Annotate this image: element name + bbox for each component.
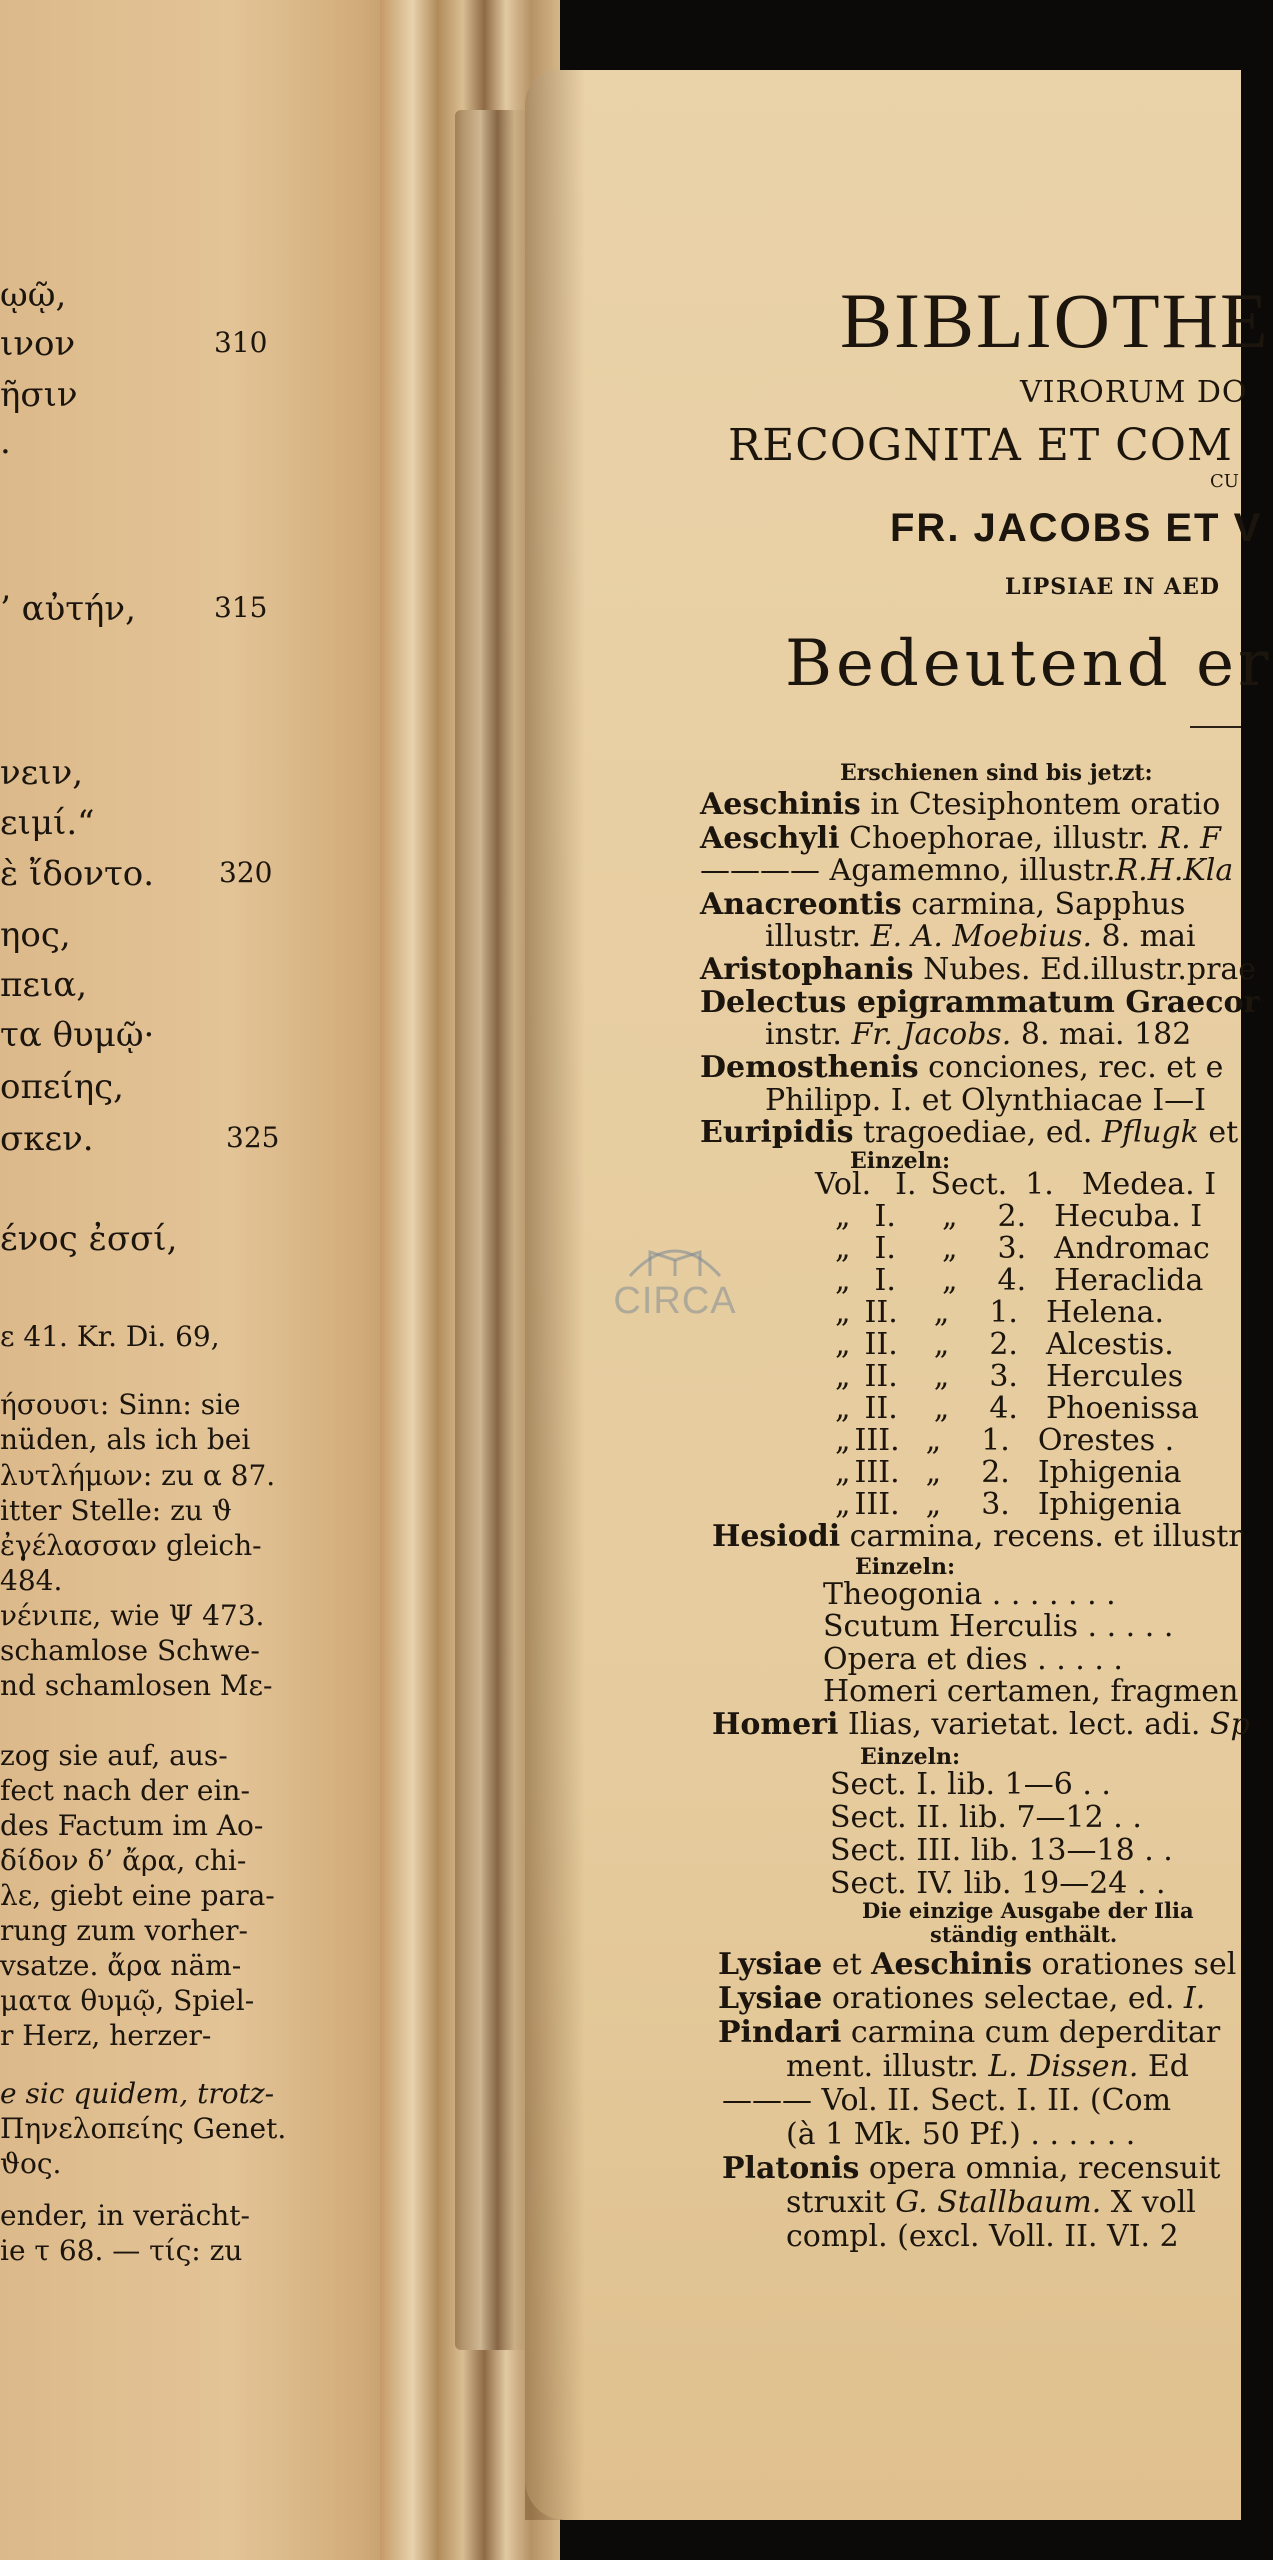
verse-line: ηος, — [0, 915, 71, 955]
sub-entry: Scutum Herculis . . . . . — [823, 1609, 1174, 1644]
catalog-entry: Aeschyli Choephorae, illustr. R. F — [700, 821, 1221, 856]
series-subtitle-2: RECOGNITA ET COM — [728, 420, 1233, 471]
catalog-entry: Hesiodi carmina, recens. et illustr — [712, 1519, 1243, 1554]
line-number: 315 — [214, 591, 268, 624]
sub-entry: Sect. III. lib. 13—18 . . — [830, 1833, 1173, 1868]
verse-line: ένος ἐσσί, — [0, 1219, 178, 1259]
catalog-entry: compl. (excl. Voll. II. VI. 2 — [786, 2219, 1179, 2254]
note-line: r Herz, herzer- — [0, 2019, 212, 2052]
catalog-entry: illustr. E. A. Moebius. 8. mai — [765, 919, 1196, 954]
table-row: „ III. „ 1. Orestes . — [835, 1423, 1175, 1458]
series-subtitle-3: CU — [1210, 471, 1239, 492]
verse-line: οπείης, — [0, 1067, 124, 1107]
verse-line: ὲ ἴδοντο. — [0, 854, 155, 894]
circa-watermark — [600, 1230, 750, 1340]
note-line: λε, giebt eine para- — [0, 1879, 275, 1912]
verse-line: πεια, — [0, 965, 88, 1005]
note-line: ϑος. — [0, 2147, 62, 2180]
note-line: e sic quidem, trotz- — [0, 2077, 275, 2110]
book-icon — [620, 1230, 730, 1280]
einzeln-label: Einzeln: — [860, 1744, 961, 1770]
catalog-entry: struxit G. Stallbaum. X voll — [786, 2185, 1196, 2220]
note-line: fect nach der ein- — [0, 1774, 250, 1807]
publisher-place: LIPSIAE IN AED — [1005, 574, 1220, 600]
catalog-entry: Aristophanis Nubes. Ed.illustr.prae — [700, 952, 1257, 987]
table-row: „ II. „ 4. Phoenissa — [835, 1391, 1199, 1426]
verse-line: ῆσιν — [0, 375, 78, 415]
table-row: „ II. „ 2. Alcestis. — [835, 1327, 1174, 1362]
series-title: BIBLIOTHE — [840, 277, 1270, 364]
note-line: nüden, als ich bei — [0, 1423, 251, 1456]
verse-line: ῳῷ, — [0, 275, 67, 315]
series-subtitle-1: VIRORUM DO — [1020, 375, 1248, 410]
verse-line: ’ αὐτήν, — [0, 589, 136, 629]
header-rule — [1190, 726, 1241, 728]
table-row: „ III. „ 3. Iphigenia — [835, 1487, 1182, 1522]
catalog-entry: ———— Agamemno, illustr.R.H.Kla — [700, 853, 1234, 888]
einzeln-label: Einzeln: — [850, 1148, 951, 1174]
table-row: „ I. „ 4. Heraclida — [835, 1263, 1204, 1298]
note-line: ender, in verächt- — [0, 2199, 250, 2232]
catalog-entry: (à 1 Mk. 50 Pf.) . . . . . . — [786, 2117, 1136, 2152]
note-line: λυτλήμων: zu α 87. — [0, 1459, 276, 1492]
catalog-entry: Philipp. I. et Olynthiacae I—I — [765, 1083, 1207, 1118]
table-row: „ III. „ 2. Iphigenia — [835, 1455, 1182, 1490]
note-line: ματα θυμῷ, Spiel- — [0, 1984, 255, 2017]
homer-note: ständig enthält. — [930, 1922, 1118, 1947]
verse-line: νειν, — [0, 753, 84, 793]
catalog-entry: Delectus epigrammatum Graecor — [700, 985, 1260, 1020]
note-line: nd schamlosen Με- — [0, 1669, 273, 1702]
note-line: vsatze. ἄρα näm- — [0, 1949, 242, 1982]
note-line: ἐγέλασσαν gleich- — [0, 1529, 262, 1562]
note-line: ie τ 68. — τίς: zu — [0, 2234, 243, 2267]
catalog-entry: instr. Fr. Jacobs. 8. mai. 182 — [765, 1017, 1192, 1052]
sub-entry: Opera et dies . . . . . — [823, 1642, 1123, 1677]
catalog-entry: Demosthenis conciones, rec. et e — [700, 1050, 1224, 1085]
catalog-entry: Lysiae et Aeschinis orationes sel — [718, 1947, 1237, 1982]
sub-entry: Sect. I. lib. 1—6 . . — [830, 1767, 1111, 1802]
table-row: „ II. „ 3. Hercules — [835, 1359, 1184, 1394]
table-row: „ II. „ 1. Helena. — [835, 1295, 1164, 1330]
gutter-shadow — [525, 70, 585, 2520]
verse-line: ινον — [0, 324, 76, 364]
catalog-entry: Homeri Ilias, varietat. lect. adi. Sp — [712, 1707, 1250, 1742]
verse-line: . — [0, 422, 11, 462]
note-line: νένιπε, wie Ψ 473. — [0, 1599, 265, 1632]
editors: FR. JACOBS ET V — [890, 506, 1263, 550]
sub-entry: Sect. IV. lib. 19—24 . . — [830, 1866, 1166, 1901]
note-line: zog sie auf, aus- — [0, 1739, 228, 1772]
catalog-entry: Aeschinis in Ctesiphontem oratio — [700, 787, 1221, 822]
catalog-entry: Anacreontis carmina, Sapphus — [700, 887, 1186, 922]
note-line: itter Stelle: zu ϑ — [0, 1494, 232, 1527]
erschienen-heading: Erschienen sind bis jetzt: — [840, 760, 1153, 786]
sub-entry: Homeri certamen, fragmen — [823, 1674, 1239, 1709]
catalog-entry: Pindari carmina cum deperditar — [718, 2015, 1221, 2050]
catalog-entry: ment. illustr. L. Dissen. Ed — [786, 2049, 1190, 2084]
verse-line: σκεν. — [0, 1119, 94, 1159]
catalog-entry: ——— Vol. II. Sect. I. II. (Com — [722, 2083, 1172, 2118]
note-line: Πηνελοπείης Genet. — [0, 2112, 287, 2145]
sub-entry: Sect. II. lib. 7—12 . . — [830, 1800, 1142, 1835]
note-line: des Factum im Ao- — [0, 1809, 264, 1842]
note-line: schamlose Schwe- — [0, 1634, 260, 1667]
catalog-entry: Platonis opera omnia, recensuit — [722, 2151, 1221, 2186]
table-row: Vol. I. Sect. 1. Medea. I — [815, 1167, 1217, 1202]
note-line: ε 41. Kr. Di. 69, — [0, 1320, 220, 1353]
note-line: 484. — [0, 1564, 63, 1597]
catalog-entry: Euripidis tragoediae, ed. Pflugk et — [700, 1115, 1239, 1150]
line-number: 310 — [214, 326, 268, 359]
catalog-entry: Lysiae orationes selectae, ed. I. — [718, 1981, 1206, 2016]
verse-line: τα θυμῷ· — [0, 1015, 155, 1055]
table-row: „ I. „ 3. Andromac — [835, 1231, 1210, 1266]
homer-note: Die einzige Ausgabe der Ilia — [862, 1898, 1194, 1923]
sub-entry: Theogonia . . . . . . . — [823, 1577, 1116, 1612]
watermark-text: CIRCA — [613, 1280, 737, 1322]
table-row: „ I. „ 2. Hecuba. I — [835, 1199, 1203, 1234]
advert-banner: Bedeutend er — [785, 627, 1273, 701]
line-number: 320 — [219, 856, 273, 889]
line-number: 325 — [226, 1121, 280, 1154]
note-line: δίδον δ’ ἄρα, chi- — [0, 1844, 247, 1877]
note-line: rung zum vorher- — [0, 1914, 249, 1947]
note-line: ήσουσι: Sinn: sie — [0, 1388, 241, 1421]
verse-line: ειμί.“ — [0, 803, 95, 843]
einzeln-label: Einzeln: — [855, 1554, 956, 1580]
